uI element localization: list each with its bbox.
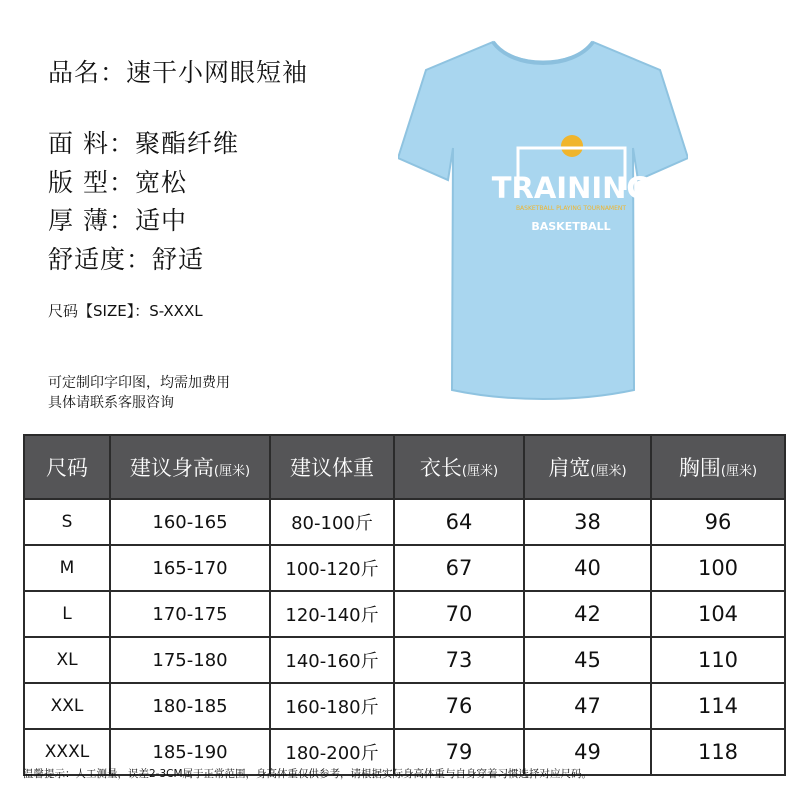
cell-weight: 180-200斤 [270,729,394,775]
cell-size: XL [24,637,110,683]
cell-length: 67 [394,545,524,591]
cell-length: 70 [394,591,524,637]
tshirt-image [398,30,688,410]
cell-size: XXL [24,683,110,729]
comfort-line: 舒适度：舒适 [48,245,205,274]
cell-length: 79 [394,729,524,775]
table-row [24,637,785,683]
table-header-row [24,435,785,499]
cell-shoulder: 49 [524,729,651,775]
header-weight: 建议体重 [270,435,394,499]
header-length: 衣长(厘米) [394,435,524,499]
thickness-line: 厚 薄：适中 [48,206,187,235]
print-ball-icon [561,135,583,157]
size-range-line: 尺码【SIZE】：S-XXXL [48,302,203,320]
cell-chest: 110 [651,637,785,683]
product-name: 品名：速干小网眼短袖 [48,58,309,87]
cell-size: S [24,499,110,545]
header-height: 建议身高(厘米) [110,435,270,499]
cell-shoulder: 45 [524,637,651,683]
cell-chest: 104 [651,591,785,637]
table-row [24,499,785,545]
print-title: TRAINING [491,171,651,205]
cell-size: XXXL [24,729,110,775]
cell-chest: 118 [651,729,785,775]
cell-weight: 80-100斤 [270,499,394,545]
cell-length: 76 [394,683,524,729]
cell-height: 170-175 [110,591,270,637]
cell-chest: 114 [651,683,785,729]
cell-weight: 120-140斤 [270,591,394,637]
cell-size: L [24,591,110,637]
cell-chest: 96 [651,499,785,545]
cell-height: 180-185 [110,683,270,729]
cell-length: 64 [394,499,524,545]
size-chart-table [23,434,786,776]
cell-shoulder: 38 [524,499,651,545]
cell-shoulder: 47 [524,683,651,729]
fabric-line: 面 料：聚酯纤维 [48,129,239,158]
print-tagline: BASKETBALL PLAYING TOURNAMENT [515,205,627,212]
cell-height: 165-170 [110,545,270,591]
cell-size: M [24,545,110,591]
table-row [24,683,785,729]
custom-note-2: 具体请联系客服咨询 [48,395,174,411]
cell-weight: 160-180斤 [270,683,394,729]
cell-height: 160-165 [110,499,270,545]
cell-weight: 140-160斤 [270,637,394,683]
table-row [24,591,785,637]
footer-note: 温馨提示：人工测量，误差2-3CM属于正常范围，身高体重仅供参考，请根据实际身高体重与自身穿着习惯选择对应尺码。 [23,768,593,780]
header-chest: 胸围(厘米) [651,435,785,499]
custom-note-1: 可定制印字印图，均需加费用 [48,375,230,391]
cell-shoulder: 42 [524,591,651,637]
cell-height: 185-190 [110,729,270,775]
cell-weight: 100-120斤 [270,545,394,591]
cell-shoulder: 40 [524,545,651,591]
cell-chest: 100 [651,545,785,591]
fit-line: 版 型：宽松 [48,168,187,197]
cell-length: 73 [394,637,524,683]
header-size: 尺码 [24,435,110,499]
table-row [24,545,785,591]
header-shoulder: 肩宽(厘米) [524,435,651,499]
print-subtitle: BASKETBALL [531,220,611,233]
cell-height: 175-180 [110,637,270,683]
